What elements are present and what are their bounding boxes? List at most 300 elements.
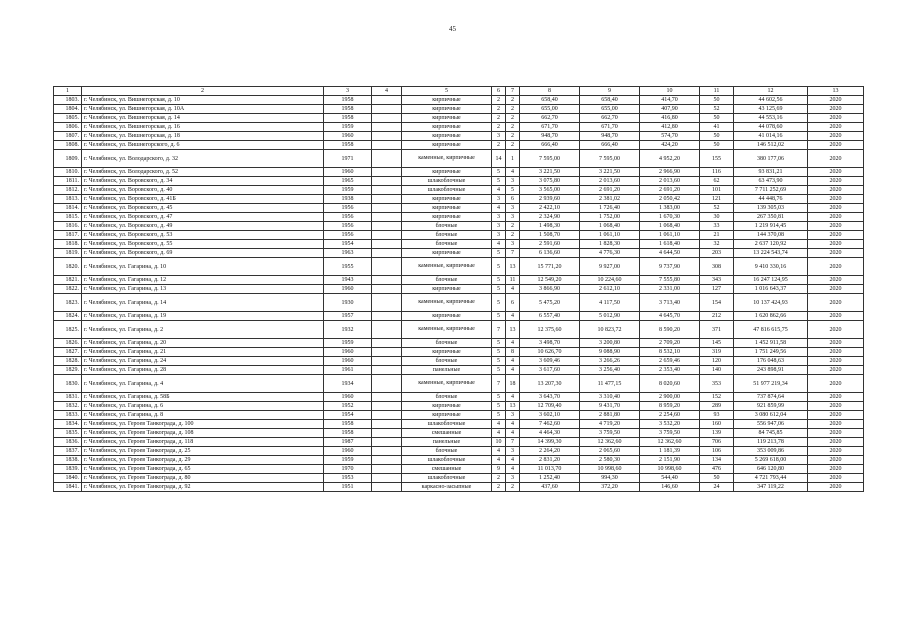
table-cell: 3 759,50: [580, 429, 640, 438]
table-cell: 134: [700, 456, 734, 465]
table-cell: 4 776,30: [580, 249, 640, 258]
table-cell: 1806.: [54, 123, 82, 132]
table-cell: г. Челябинск, ул. Героев Танкограда, д. 92: [82, 483, 324, 492]
table-cell: 5: [492, 339, 506, 348]
table-cell: [372, 465, 402, 474]
table-cell: 1808.: [54, 141, 82, 150]
table-cell: 1952: [324, 402, 372, 411]
table-cell: [372, 231, 402, 240]
table-cell: [372, 429, 402, 438]
table-cell: 7: [492, 321, 506, 339]
table-cell: 5: [492, 177, 506, 186]
table-cell: 63 473,90: [734, 177, 808, 186]
table-cell: 574,70: [640, 132, 700, 141]
table-cell: 1807.: [54, 132, 82, 141]
table-cell: 3 643,70: [520, 393, 580, 402]
table-cell: 1 383,00: [640, 204, 700, 213]
table-cell: 662,70: [520, 114, 580, 123]
table-cell: 10 137 424,93: [734, 294, 808, 312]
table-cell: 9 927,00: [580, 258, 640, 276]
table-cell: 4 117,50: [580, 294, 640, 312]
table-cell: 1841.: [54, 483, 82, 492]
table-cell: 127: [700, 285, 734, 294]
table-cell: кирпичные: [402, 105, 492, 114]
table-cell: 2 939,60: [520, 195, 580, 204]
table-cell: 2020: [808, 429, 864, 438]
table-cell: 2020: [808, 123, 864, 132]
table-cell: 2 013,60: [640, 177, 700, 186]
table-row: [54, 213, 864, 222]
table-cell: 14 399,30: [520, 438, 580, 447]
table-cell: 2 580,30: [580, 456, 640, 465]
table-cell: 2 709,20: [640, 339, 700, 348]
table-cell: 948,70: [520, 132, 580, 141]
column-number: 8: [520, 87, 580, 96]
table-cell: [372, 411, 402, 420]
table-cell: 121: [700, 195, 734, 204]
table-cell: 1958: [324, 141, 372, 150]
table-row: [54, 177, 864, 186]
table-cell: 1 219 914,45: [734, 222, 808, 231]
table-cell: г. Челябинск, ул. Гагарина, д. 58Б: [82, 393, 324, 402]
table-cell: 52: [700, 105, 734, 114]
table-cell: 4: [506, 285, 520, 294]
table-body: [54, 87, 864, 492]
table-cell: 948,70: [580, 132, 640, 141]
table-cell: г. Челябинск, ул. Гагарина, д. 13: [82, 285, 324, 294]
table-cell: [372, 438, 402, 447]
table-cell: 5: [492, 366, 506, 375]
column-number: 4: [372, 87, 402, 96]
table-cell: 44 553,16: [734, 114, 808, 123]
table-cell: панельные: [402, 438, 492, 447]
table-cell: 2: [506, 231, 520, 240]
table-cell: [372, 222, 402, 231]
table-cell: 1811.: [54, 177, 82, 186]
table-cell: панельные: [402, 366, 492, 375]
table-cell: 2 353,40: [640, 366, 700, 375]
table-cell: [372, 420, 402, 429]
table-cell: смешанные: [402, 465, 492, 474]
table-cell: 139: [700, 429, 734, 438]
table-cell: г. Челябинск, ул. Гагарина, д. 14: [82, 294, 324, 312]
table-cell: 50: [700, 96, 734, 105]
table-cell: 1956: [324, 213, 372, 222]
column-number: 3: [324, 87, 372, 96]
table-cell: 15 771,20: [520, 258, 580, 276]
table-cell: 8 959,20: [640, 402, 700, 411]
table-cell: 1958: [324, 429, 372, 438]
table-cell: 5: [492, 258, 506, 276]
table-cell: 13 224 543,74: [734, 249, 808, 258]
table-cell: кирпичные: [402, 285, 492, 294]
table-cell: 1960: [324, 447, 372, 456]
table-cell: 3: [506, 447, 520, 456]
table-cell: [372, 150, 402, 168]
table-cell: 2: [506, 96, 520, 105]
table-cell: 1 498,30: [520, 222, 580, 231]
table-cell: 412,80: [640, 123, 700, 132]
table-cell: 3 498,70: [520, 339, 580, 348]
table-cell: шлакоблочные: [402, 474, 492, 483]
table-cell: 176 048,63: [734, 357, 808, 366]
table-cell: 2: [506, 483, 520, 492]
table-row: [54, 375, 864, 393]
table-cell: 13: [506, 402, 520, 411]
table-cell: 666,40: [520, 141, 580, 150]
table-cell: 4 952,20: [640, 150, 700, 168]
table-row: [54, 411, 864, 420]
table-cell: кирпичные: [402, 168, 492, 177]
table-cell: 2: [492, 483, 506, 492]
table-row: [54, 249, 864, 258]
table-cell: 289: [700, 402, 734, 411]
table-cell: 5: [492, 276, 506, 285]
table-cell: 1815.: [54, 213, 82, 222]
table-cell: 2020: [808, 240, 864, 249]
table-cell: 5: [492, 168, 506, 177]
table-cell: [372, 204, 402, 213]
table-cell: 737 874,64: [734, 393, 808, 402]
table-cell: 1958: [324, 96, 372, 105]
table-cell: 1 181,39: [640, 447, 700, 456]
table-cell: 2020: [808, 150, 864, 168]
table-cell: 3: [492, 132, 506, 141]
table-cell: 1961: [324, 366, 372, 375]
table-cell: 1958: [324, 420, 372, 429]
table-cell: 1818.: [54, 240, 82, 249]
table-cell: 160: [700, 420, 734, 429]
table-cell: 1825.: [54, 321, 82, 339]
table-cell: 1 828,30: [580, 240, 640, 249]
table-cell: каменные, кирпичные: [402, 150, 492, 168]
table-cell: 1 016 643,37: [734, 285, 808, 294]
table-cell: г. Челябинск, ул. Воровского, д. 34: [82, 177, 324, 186]
table-cell: 1959: [324, 456, 372, 465]
table-cell: 3 713,40: [640, 294, 700, 312]
table-cell: 5: [492, 294, 506, 312]
table-cell: 1823.: [54, 294, 82, 312]
table-cell: 1803.: [54, 96, 82, 105]
table-cell: 2 331,00: [640, 285, 700, 294]
table-cell: 1837.: [54, 447, 82, 456]
table-cell: 2: [506, 132, 520, 141]
table-cell: 1 618,40: [640, 240, 700, 249]
table-row: [54, 285, 864, 294]
table-cell: 1956: [324, 204, 372, 213]
table-cell: 13: [506, 321, 520, 339]
table-cell: 4: [492, 240, 506, 249]
table-cell: блочные: [402, 222, 492, 231]
table-cell: 1827.: [54, 348, 82, 357]
table-cell: 5: [492, 249, 506, 258]
table-cell: 1934: [324, 375, 372, 393]
table-cell: 308: [700, 258, 734, 276]
table-cell: 347 119,22: [734, 483, 808, 492]
table-cell: 21: [700, 231, 734, 240]
table-cell: 7 595,00: [520, 150, 580, 168]
table-row: [54, 195, 864, 204]
table-cell: 10 998,60: [580, 465, 640, 474]
table-cell: 1821.: [54, 276, 82, 285]
table-cell: [372, 375, 402, 393]
table-cell: кирпичные: [402, 132, 492, 141]
table-cell: 6: [506, 195, 520, 204]
table-cell: г. Челябинск, ул. Героев Танкограда, д. 29: [82, 456, 324, 465]
table-cell: 1951: [324, 483, 372, 492]
table-cell: 3 221,50: [520, 168, 580, 177]
table-cell: 1832.: [54, 402, 82, 411]
table-cell: 1959: [324, 339, 372, 348]
table-cell: 2: [506, 114, 520, 123]
table-cell: 2020: [808, 231, 864, 240]
table-cell: 1810.: [54, 168, 82, 177]
table-cell: 3 609,46: [520, 357, 580, 366]
table-cell: 1960: [324, 393, 372, 402]
column-number: 6: [492, 87, 506, 96]
table-cell: 3 866,90: [520, 285, 580, 294]
table-cell: 1839.: [54, 465, 82, 474]
table-cell: 5: [492, 393, 506, 402]
table-cell: 116: [700, 168, 734, 177]
table-cell: 146,60: [640, 483, 700, 492]
table-cell: 4: [492, 456, 506, 465]
table-cell: 1822.: [54, 285, 82, 294]
table-cell: 2 659,46: [640, 357, 700, 366]
table-row: [54, 312, 864, 321]
table-cell: 1958: [324, 114, 372, 123]
table-cell: 1814.: [54, 204, 82, 213]
table-row: [54, 276, 864, 285]
table-cell: [372, 213, 402, 222]
table-cell: 2020: [808, 483, 864, 492]
table-cell: 1824.: [54, 312, 82, 321]
table-cell: [372, 114, 402, 123]
table-cell: 6 136,60: [520, 249, 580, 258]
table-cell: 8 020,60: [640, 375, 700, 393]
table-cell: кирпичные: [402, 348, 492, 357]
table-cell: 2 691,20: [640, 186, 700, 195]
table-cell: 655,00: [580, 105, 640, 114]
table-cell: 146 512,02: [734, 141, 808, 150]
table-cell: 319: [700, 348, 734, 357]
table-cell: 1833.: [54, 411, 82, 420]
table-cell: 1960: [324, 348, 372, 357]
column-number: 13: [808, 87, 864, 96]
table-cell: г. Челябинск, ул. Вишнегорская, д. 16: [82, 123, 324, 132]
table-cell: 5: [492, 312, 506, 321]
table-cell: [372, 393, 402, 402]
table-cell: 1 726,40: [580, 204, 640, 213]
table-cell: 1835.: [54, 429, 82, 438]
table-cell: г. Челябинск, ул. Героев Танкограда, д. 80: [82, 474, 324, 483]
table-cell: шлакоблочные: [402, 456, 492, 465]
table-cell: 16 247 124,95: [734, 276, 808, 285]
table-cell: [372, 186, 402, 195]
table-cell: 7 711 252,69: [734, 186, 808, 195]
table-cell: 1 670,30: [640, 213, 700, 222]
table-cell: [372, 321, 402, 339]
table-cell: 1834.: [54, 420, 82, 429]
table-cell: г. Челябинск, ул. Володарского, д. 52: [82, 168, 324, 177]
table-cell: 1826.: [54, 339, 82, 348]
table-cell: 1960: [324, 132, 372, 141]
table-cell: 3: [506, 240, 520, 249]
table-cell: 5: [492, 357, 506, 366]
table-cell: г. Челябинск, ул. Вишнегорского, д. 6: [82, 141, 324, 150]
table-cell: кирпичные: [402, 141, 492, 150]
table-cell: кирпичные: [402, 402, 492, 411]
table-cell: 2020: [808, 96, 864, 105]
table-cell: 416,80: [640, 114, 700, 123]
table-cell: 14: [492, 150, 506, 168]
table-cell: 3 080 612,04: [734, 411, 808, 420]
table-cell: [372, 141, 402, 150]
table-cell: 44 602,56: [734, 96, 808, 105]
table-cell: 12 709,40: [520, 402, 580, 411]
table-cell: [372, 195, 402, 204]
table-cell: 7: [492, 375, 506, 393]
table-cell: 4: [506, 429, 520, 438]
table-cell: каменные, кирпичные: [402, 294, 492, 312]
table-cell: 3 310,40: [580, 393, 640, 402]
table-cell: 646 120,80: [734, 465, 808, 474]
table-cell: 101: [700, 186, 734, 195]
table-cell: 544,40: [640, 474, 700, 483]
table-cell: 4: [506, 357, 520, 366]
table-cell: 2020: [808, 438, 864, 447]
table-cell: кирпичные: [402, 96, 492, 105]
table-cell: 2020: [808, 132, 864, 141]
table-cell: 212: [700, 312, 734, 321]
housing-registry-table: [53, 86, 864, 492]
table-cell: 155: [700, 150, 734, 168]
table-cell: 1 620 862,66: [734, 312, 808, 321]
table-row: [54, 114, 864, 123]
table-cell: 5: [492, 285, 506, 294]
table-cell: [372, 258, 402, 276]
column-number: 5: [402, 87, 492, 96]
table-row: [54, 258, 864, 276]
table-cell: 8 532,10: [640, 348, 700, 357]
table-cell: 3: [506, 474, 520, 483]
table-cell: 3 565,00: [520, 186, 580, 195]
table-cell: 9: [492, 465, 506, 474]
table-cell: 2020: [808, 285, 864, 294]
table-cell: 1829.: [54, 366, 82, 375]
table-cell: г. Челябинск, ул. Воровского, д. 41Б: [82, 195, 324, 204]
table-cell: 4: [506, 393, 520, 402]
table-cell: 1932: [324, 321, 372, 339]
table-cell: 4: [492, 204, 506, 213]
table-cell: 1959: [324, 186, 372, 195]
table-cell: 5 269 618,00: [734, 456, 808, 465]
table-cell: [372, 276, 402, 285]
table-row: [54, 132, 864, 141]
table-cell: 12 362,60: [640, 438, 700, 447]
table-cell: блочные: [402, 447, 492, 456]
table-cell: 1: [506, 150, 520, 168]
table-cell: 5: [492, 402, 506, 411]
table-cell: 476: [700, 465, 734, 474]
table-cell: 2: [506, 141, 520, 150]
table-cell: 2 881,80: [580, 411, 640, 420]
table-cell: 1830.: [54, 375, 82, 393]
table-row: [54, 204, 864, 213]
table-cell: 11 477,15: [580, 375, 640, 393]
table-cell: 1970: [324, 465, 372, 474]
table-cell: 7 462,60: [520, 420, 580, 429]
table-cell: 1971: [324, 150, 372, 168]
table-cell: 50: [700, 132, 734, 141]
column-number: 10: [640, 87, 700, 96]
table-cell: г. Челябинск, ул. Гагарина, д. 21: [82, 348, 324, 357]
table-cell: [372, 123, 402, 132]
table-cell: 2020: [808, 456, 864, 465]
table-cell: 921 859,99: [734, 402, 808, 411]
table-cell: 7: [506, 249, 520, 258]
table-cell: 4: [492, 420, 506, 429]
table-cell: г. Челябинск, ул. Воровского, д. 45: [82, 204, 324, 213]
table-row: [54, 339, 864, 348]
table-cell: 2: [492, 96, 506, 105]
table-cell: кирпичные: [402, 195, 492, 204]
table-cell: 2 264,20: [520, 447, 580, 456]
table-cell: [372, 168, 402, 177]
table-cell: 3: [492, 213, 506, 222]
table-cell: г. Челябинск, ул. Вишнегорская, д. 10А: [82, 105, 324, 114]
table-cell: 2020: [808, 465, 864, 474]
table-cell: 1938: [324, 195, 372, 204]
table-cell: [372, 177, 402, 186]
table-row: [54, 168, 864, 177]
table-cell: 2020: [808, 204, 864, 213]
table-cell: 2 637 120,92: [734, 240, 808, 249]
table-row: [54, 348, 864, 357]
table-cell: 1838.: [54, 456, 82, 465]
table-row: [54, 231, 864, 240]
table-cell: 41 014,16: [734, 132, 808, 141]
table-cell: 10 224,60: [580, 276, 640, 285]
table-cell: 243 898,91: [734, 366, 808, 375]
table-cell: 2020: [808, 114, 864, 123]
table-cell: г. Челябинск, ул. Гагарина, д. 28: [82, 366, 324, 375]
table-cell: 4: [506, 366, 520, 375]
table-cell: 2020: [808, 348, 864, 357]
table-cell: 2 966,90: [640, 168, 700, 177]
table-cell: 8 590,20: [640, 321, 700, 339]
table-cell: 4: [506, 456, 520, 465]
table-cell: 3: [506, 177, 520, 186]
table-cell: 106: [700, 447, 734, 456]
table-cell: 44 448,76: [734, 195, 808, 204]
table-cell: г. Челябинск, ул. Воровского, д. 47: [82, 213, 324, 222]
table-cell: 10 626,70: [520, 348, 580, 357]
table-cell: 4 719,20: [580, 420, 640, 429]
table-cell: 4: [506, 465, 520, 474]
table-cell: г. Челябинск, ул. Героев Танкограда, д. 65: [82, 465, 324, 474]
table-cell: каменные, кирпичные: [402, 321, 492, 339]
table-cell: 152: [700, 393, 734, 402]
table-cell: 658,40: [520, 96, 580, 105]
table-cell: 2 065,60: [580, 447, 640, 456]
table-cell: 12 375,60: [520, 321, 580, 339]
table-cell: 671,70: [520, 123, 580, 132]
table-cell: 556 947,06: [734, 420, 808, 429]
table-cell: 2: [492, 141, 506, 150]
table-cell: 2020: [808, 447, 864, 456]
table-cell: 10 823,72: [580, 321, 640, 339]
